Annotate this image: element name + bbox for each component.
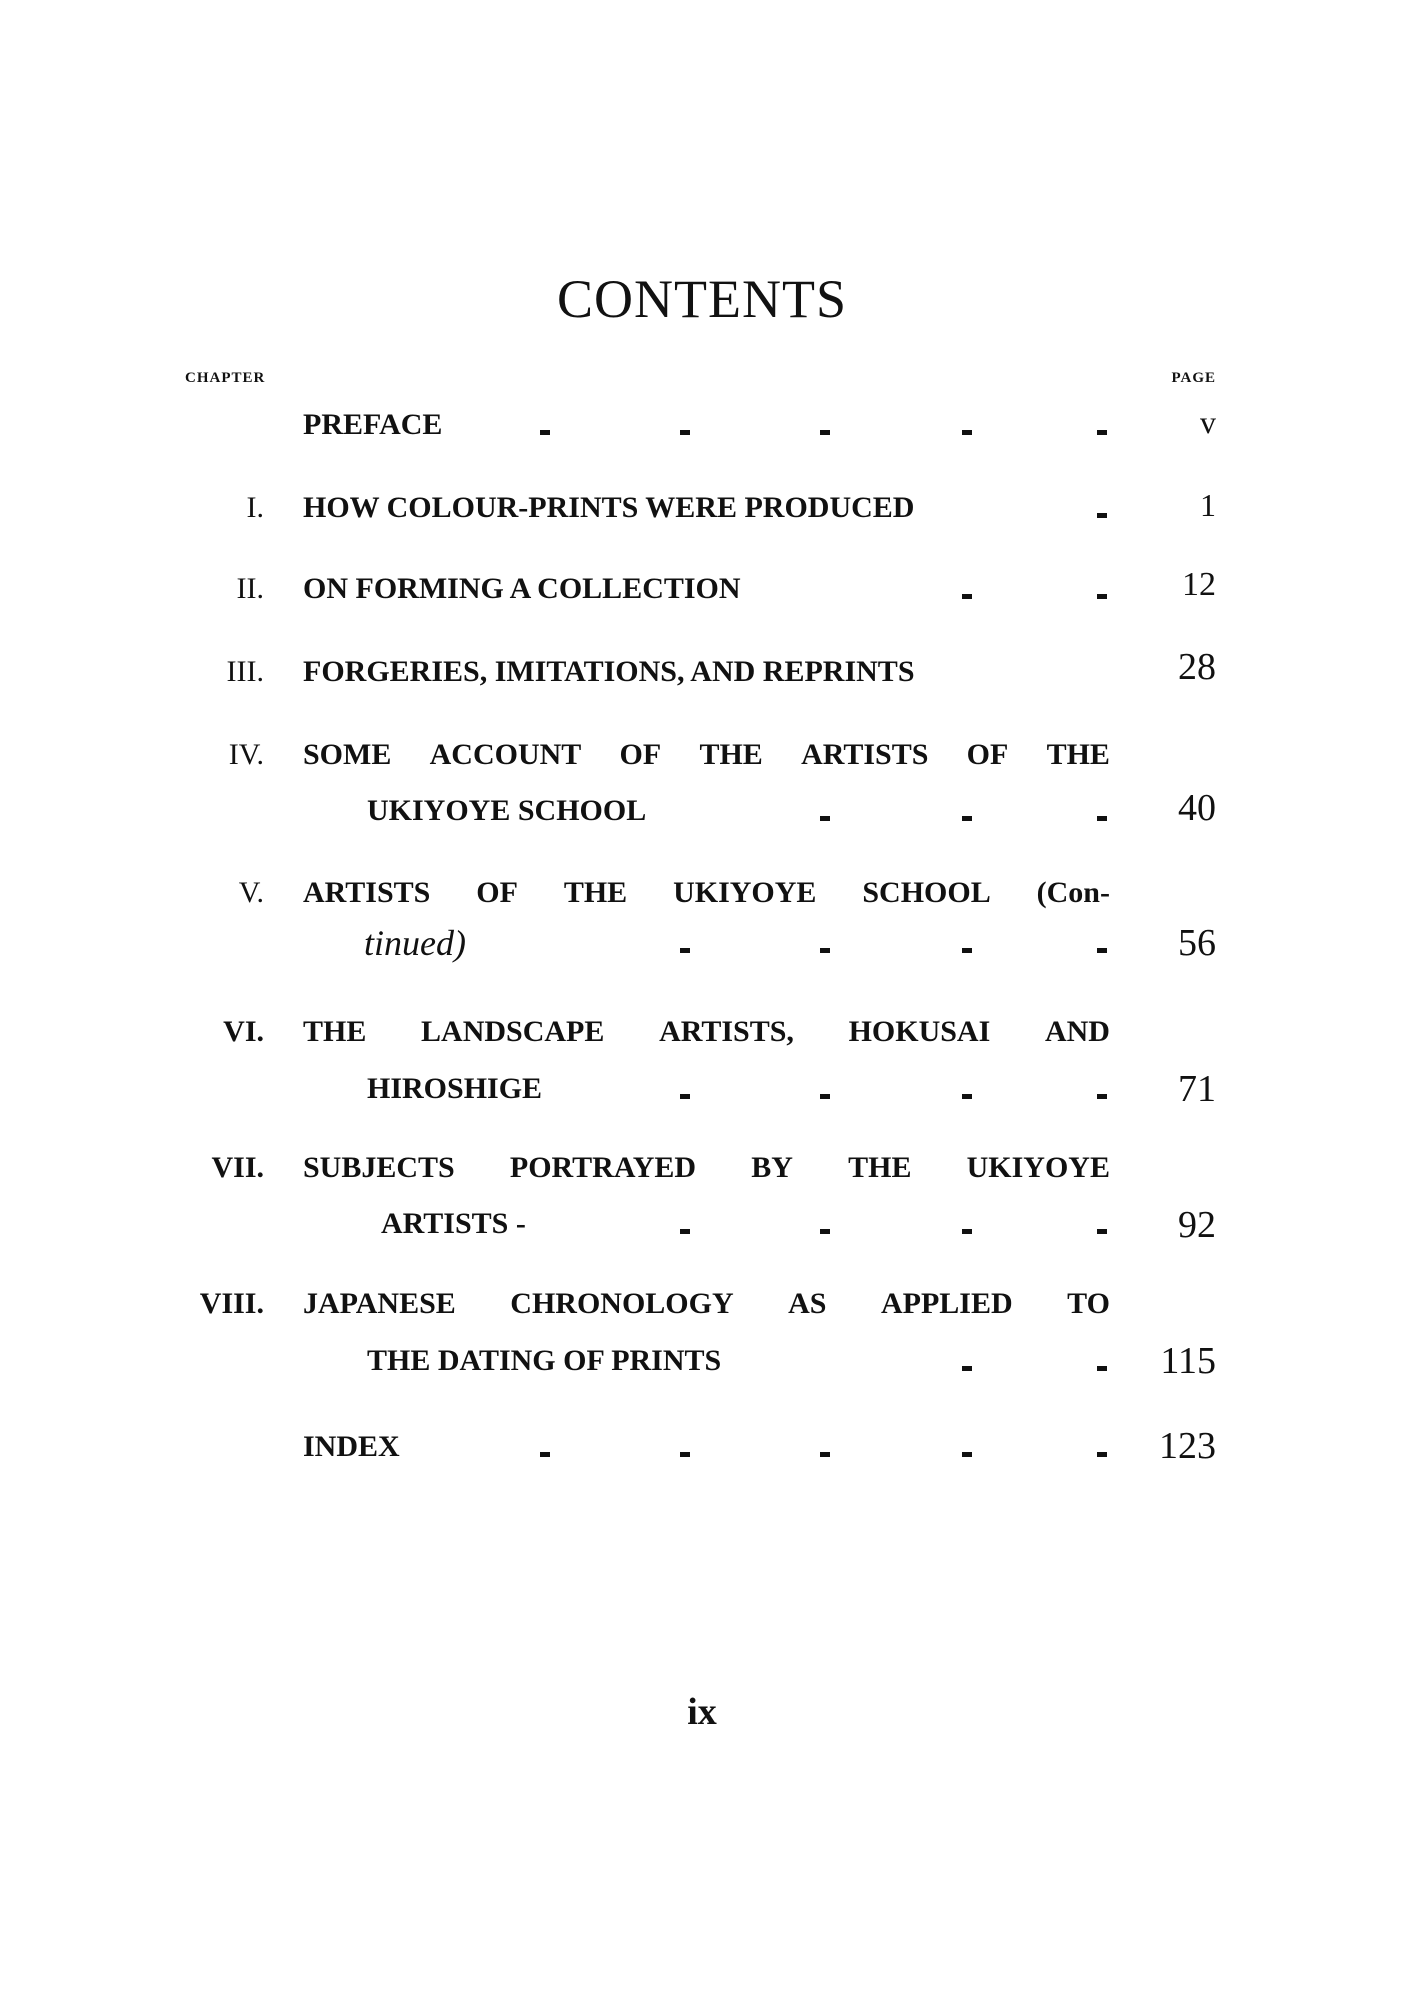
- entry-title-line-1: SOME ACCOUNT OF THE ARTISTS OF THE: [303, 738, 1110, 771]
- entry-title: PREFACE: [303, 408, 443, 441]
- page-title: CONTENTS: [557, 269, 847, 329]
- entry-page: 92: [1178, 1204, 1216, 1246]
- chapter-number: VI.: [223, 1015, 264, 1048]
- chapter-column-header: CHAPTER: [185, 370, 266, 386]
- entry-title: ON FORMING A COLLECTION: [303, 572, 741, 605]
- entry-title-line-2: UKIYOYE SCHOOL: [367, 794, 647, 827]
- entry-title: [303, 738, 1110, 772]
- entry-page: 40: [1178, 787, 1216, 829]
- entry-page: 1: [1200, 487, 1216, 523]
- chapter-number: IV.: [228, 738, 264, 771]
- entry-page: 12: [1182, 566, 1216, 603]
- page-folio: ix: [687, 1691, 717, 1733]
- chapter-number: II.: [236, 572, 264, 605]
- entry-page: 71: [1178, 1068, 1216, 1110]
- entry-title: FORGERIES, IMITATIONS, AND REPRINTS: [303, 655, 915, 688]
- entry-title: INDEX: [303, 1430, 400, 1463]
- entry-title-line-1: SUBJECTS PORTRAYED BY THE UKIYOYE: [303, 1151, 1110, 1184]
- entry-title-line-1: ARTISTS OF THE UKIYOYE SCHOOL (Con-: [303, 876, 1110, 909]
- entry-title: HOW COLOUR-PRINTS WERE PRODUCED: [303, 491, 915, 524]
- entry-title-line-1: JAPANESE CHRONOLOGY AS APPLIED TO: [303, 1287, 1110, 1320]
- entry-title-line-1: THE LANDSCAPE ARTISTS, HOKUSAI AND: [303, 1015, 1110, 1048]
- page-column-header: PAGE: [1171, 370, 1216, 386]
- chapter-number: VIII.: [199, 1287, 264, 1320]
- entry-page: v: [1200, 404, 1216, 440]
- entry-title-line-2: HIROSHIGE: [367, 1072, 543, 1105]
- entry-page: 56: [1178, 922, 1216, 964]
- chapter-number: V.: [238, 876, 264, 909]
- entry-page: 123: [1159, 1425, 1216, 1467]
- chapter-number: III.: [226, 655, 264, 688]
- entry-page: 115: [1160, 1340, 1216, 1382]
- entry-title-line-2: THE DATING OF PRINTS: [367, 1344, 722, 1377]
- entry-title-line-2: ARTISTS -: [381, 1207, 526, 1240]
- chapter-number: VII.: [211, 1151, 264, 1184]
- chapter-number: I.: [246, 491, 264, 524]
- entry-title-line-2: tinued): [364, 923, 466, 963]
- entry-page: 28: [1178, 646, 1216, 688]
